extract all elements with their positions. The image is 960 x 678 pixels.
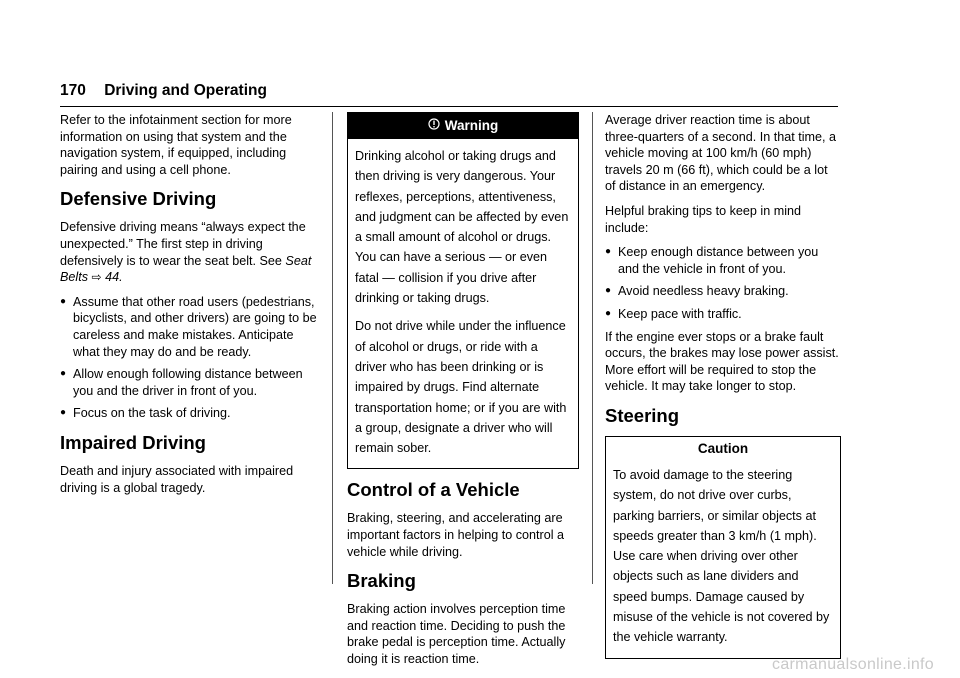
bullet-icon: ● bbox=[605, 307, 612, 319]
xref-label: Seat Belts bbox=[60, 253, 312, 285]
column-3 bbox=[605, 112, 841, 669]
reaction-paragraph: Average driver reaction time is about three-quarters of a second. In that time, a vehicle moving at 100 km/h (60 mph) travels 20 m (66 ft), which could be a lot of distance in an emergency. bbox=[605, 113, 837, 194]
defensive-driving-heading: Defensive Driving bbox=[60, 188, 217, 210]
bullet-icon: ● bbox=[60, 368, 67, 380]
list-item bbox=[60, 405, 322, 422]
page-ref-arrow-icon: ⇨ bbox=[91, 270, 102, 285]
list-item bbox=[605, 306, 841, 323]
defensive-driving-text: Defensive driving means “always expect the unexpected.” The first step in driving defensively is to wear the seat belt. See bbox=[60, 220, 306, 268]
bullet-text: Avoid needless heavy braking. bbox=[618, 284, 789, 299]
caution-title: Caution bbox=[606, 437, 840, 463]
column-1 bbox=[60, 112, 322, 504]
control-heading: Control of a Vehicle bbox=[347, 479, 520, 501]
bullet-text: Allow enough following distance between you and the driver in front of you. bbox=[73, 367, 303, 398]
page-header bbox=[60, 82, 838, 107]
page-number: 170 bbox=[60, 82, 86, 99]
list-item bbox=[60, 294, 322, 360]
braking-tips bbox=[605, 244, 841, 322]
control-paragraph: Braking, steering, and accelerating are important factors in helping to control a vehicle while driving. bbox=[347, 511, 565, 559]
column-2 bbox=[347, 112, 579, 676]
engine-paragraph: If the engine ever stops or a brake fault occurs, the brakes may lose power assist. More effort will be required to stop the vehicle. It may take longer to stop. bbox=[605, 329, 839, 394]
bullet-icon: ● bbox=[605, 285, 612, 297]
steering-heading: Steering bbox=[605, 404, 680, 426]
xref-page: 44. bbox=[105, 270, 123, 285]
watermark: carmanualsonline.info bbox=[772, 656, 934, 673]
bullet-text: Keep enough distance between you and the vehicle in front of you. bbox=[618, 245, 819, 276]
list-item bbox=[605, 244, 841, 277]
bullet-text: Keep pace with traffic. bbox=[618, 306, 742, 321]
warning-title: Warning bbox=[444, 118, 499, 133]
caution-paragraph: To avoid damage to the steering system, do not drive over curbs, parking barriers, or similar objects at speeds greater than 3 km/h (1 mph). Use care when driving over other objects such as lane dividers and speed bumps. Damage caused by misuse of the vehicle is not covered by the vehicle warranty. bbox=[613, 467, 830, 645]
defensive-bullets bbox=[60, 294, 322, 422]
bullet-icon: ● bbox=[60, 295, 67, 307]
list-item bbox=[605, 283, 841, 300]
intro-paragraph: Refer to the infotainment section for more information on using that system and the navigation system, if equipped, including pairing and using a cell phone. bbox=[60, 113, 292, 177]
warning-body bbox=[348, 139, 578, 468]
list-item bbox=[60, 366, 322, 399]
impaired-driving-paragraph: Death and injury associated with impaired driving is a global tragedy. bbox=[60, 463, 294, 495]
caution-body bbox=[606, 463, 840, 658]
bullet-text: Assume that other road users (pedestrians, bicyclists, and other drivers) are going to be careless and make mistakes. Anticipate what they may do and be ready. bbox=[73, 294, 317, 359]
warning-paragraph: Drinking alcohol or taking drugs and then driving is very dangerous. Your reflexes, perceptions, attentiveness, and judgment can be affected by even a small amount of alcohol or drugs. You can have a serious — or even fatal — collision if you drive after drinking or taking drugs. bbox=[355, 149, 569, 306]
defensive-driving-paragraph bbox=[60, 219, 322, 285]
caution-box bbox=[605, 436, 841, 659]
warning-box-title bbox=[348, 113, 578, 139]
bullet-icon: ● bbox=[605, 246, 612, 258]
braking-paragraph: Braking action involves perception time and reaction time. Deciding to push the brake pedal is perception time. Actually doing it is reaction time. bbox=[347, 602, 566, 667]
warning-paragraph: Do not drive while under the influence of alcohol or drugs, or ride with a driver who has been drinking or is impaired by drugs. Find alternate transportation home; or if you are with a group, designate a driver who will remain sober. bbox=[355, 319, 567, 456]
bullet-text: Focus on the task of driving. bbox=[73, 406, 231, 421]
section-title: Driving and Operating bbox=[104, 82, 267, 99]
tips-intro: Helpful braking tips to keep in mind include: bbox=[605, 203, 802, 235]
impaired-driving-heading: Impaired Driving bbox=[60, 431, 206, 453]
column-divider bbox=[592, 112, 593, 584]
warning-icon bbox=[428, 113, 440, 139]
bullet-icon: ● bbox=[60, 407, 67, 419]
column-divider bbox=[332, 112, 333, 584]
braking-heading: Braking bbox=[347, 570, 416, 592]
warning-box bbox=[347, 112, 579, 469]
